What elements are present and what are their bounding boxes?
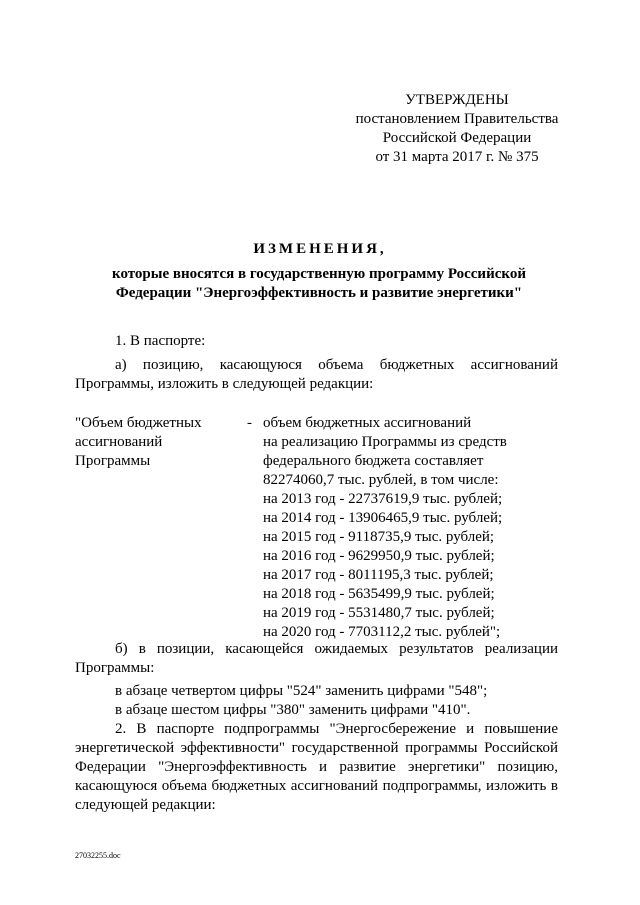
budget-right-line: на 2017 год - 8011195,3 тыс. рублей; bbox=[263, 567, 494, 583]
approval-block bbox=[347, 91, 567, 167]
section-2-paragraph: 2. В паспорте подпрограммы "Энергосбережение и повышение энергетической эффективности" государственной программы Российской Федерации "Энергоэффективность и развитие энергетики" позицию, касающуюся объема бюджетных ассигнований подпрограммы, изложить в следующей редакции: bbox=[75, 721, 558, 813]
budget-right-line: на 2020 год - 7703112,2 тыс. рублей"; bbox=[263, 624, 501, 640]
budget-table-left bbox=[75, 414, 202, 471]
budget-right-line: на 2019 год - 5531480,7 тыс. рублей; bbox=[263, 605, 495, 621]
budget-left-line: Программы bbox=[75, 453, 151, 469]
budget-table-dash: - bbox=[247, 415, 252, 431]
budget-right-line: 82274060,7 тыс. рублей, в том числе: bbox=[263, 472, 499, 488]
section-1-item-a: а) позицию, касающуюся объема бюджетных ассигнований Программы, изложить в следующей редакции: bbox=[75, 357, 558, 392]
budget-left-line: "Объем бюджетных bbox=[75, 415, 202, 431]
budget-left-line: ассигнований bbox=[75, 434, 163, 450]
item-b-line-2: в абзаце шестом цифры "380" заменить цифрами "410". bbox=[115, 702, 471, 718]
approval-line-2: Российской Федерации bbox=[382, 130, 532, 146]
budget-right-line: федерального бюджета составляет bbox=[263, 453, 484, 469]
footer-filename: 27032255.doc bbox=[75, 851, 121, 860]
approval-heading: УТВЕРЖДЕНЫ bbox=[405, 92, 509, 108]
budget-right-line: на реализацию Программы из средств bbox=[263, 434, 507, 450]
budget-right-line: на 2013 год - 22737619,9 тыс. рублей; bbox=[263, 491, 503, 507]
section-1-item-b: б) в позиции, касающейся ожидаемых результатов реализации Программы: bbox=[75, 641, 558, 676]
budget-right-line: на 2015 год - 9118735,9 тыс. рублей; bbox=[263, 529, 495, 545]
budget-right-line: объем бюджетных ассигнований bbox=[263, 415, 472, 431]
budget-right-line: на 2018 год - 5635499,9 тыс. рублей; bbox=[263, 586, 495, 602]
approval-line-1: постановлением Правительства bbox=[355, 111, 559, 127]
approval-line-3: от 31 марта 2017 г. № 375 bbox=[375, 149, 539, 165]
budget-table-right bbox=[263, 414, 507, 642]
budget-right-line: на 2016 год - 9629950,9 тыс. рублей; bbox=[263, 548, 495, 564]
document-subtitle: которые вносятся в государственную программу Российской Федерации "Энергоэффективность и развитие энергетики" bbox=[112, 266, 526, 301]
section-1-heading: 1. В паспорте: bbox=[115, 333, 206, 349]
budget-right-line: на 2014 год - 13906465,9 тыс. рублей; bbox=[263, 510, 503, 526]
document-title: ИЗМЕНЕНИЯ, bbox=[253, 241, 387, 257]
item-b-line-1: в абзаце четвертом цифры "524" заменить цифрами "548"; bbox=[115, 683, 488, 699]
